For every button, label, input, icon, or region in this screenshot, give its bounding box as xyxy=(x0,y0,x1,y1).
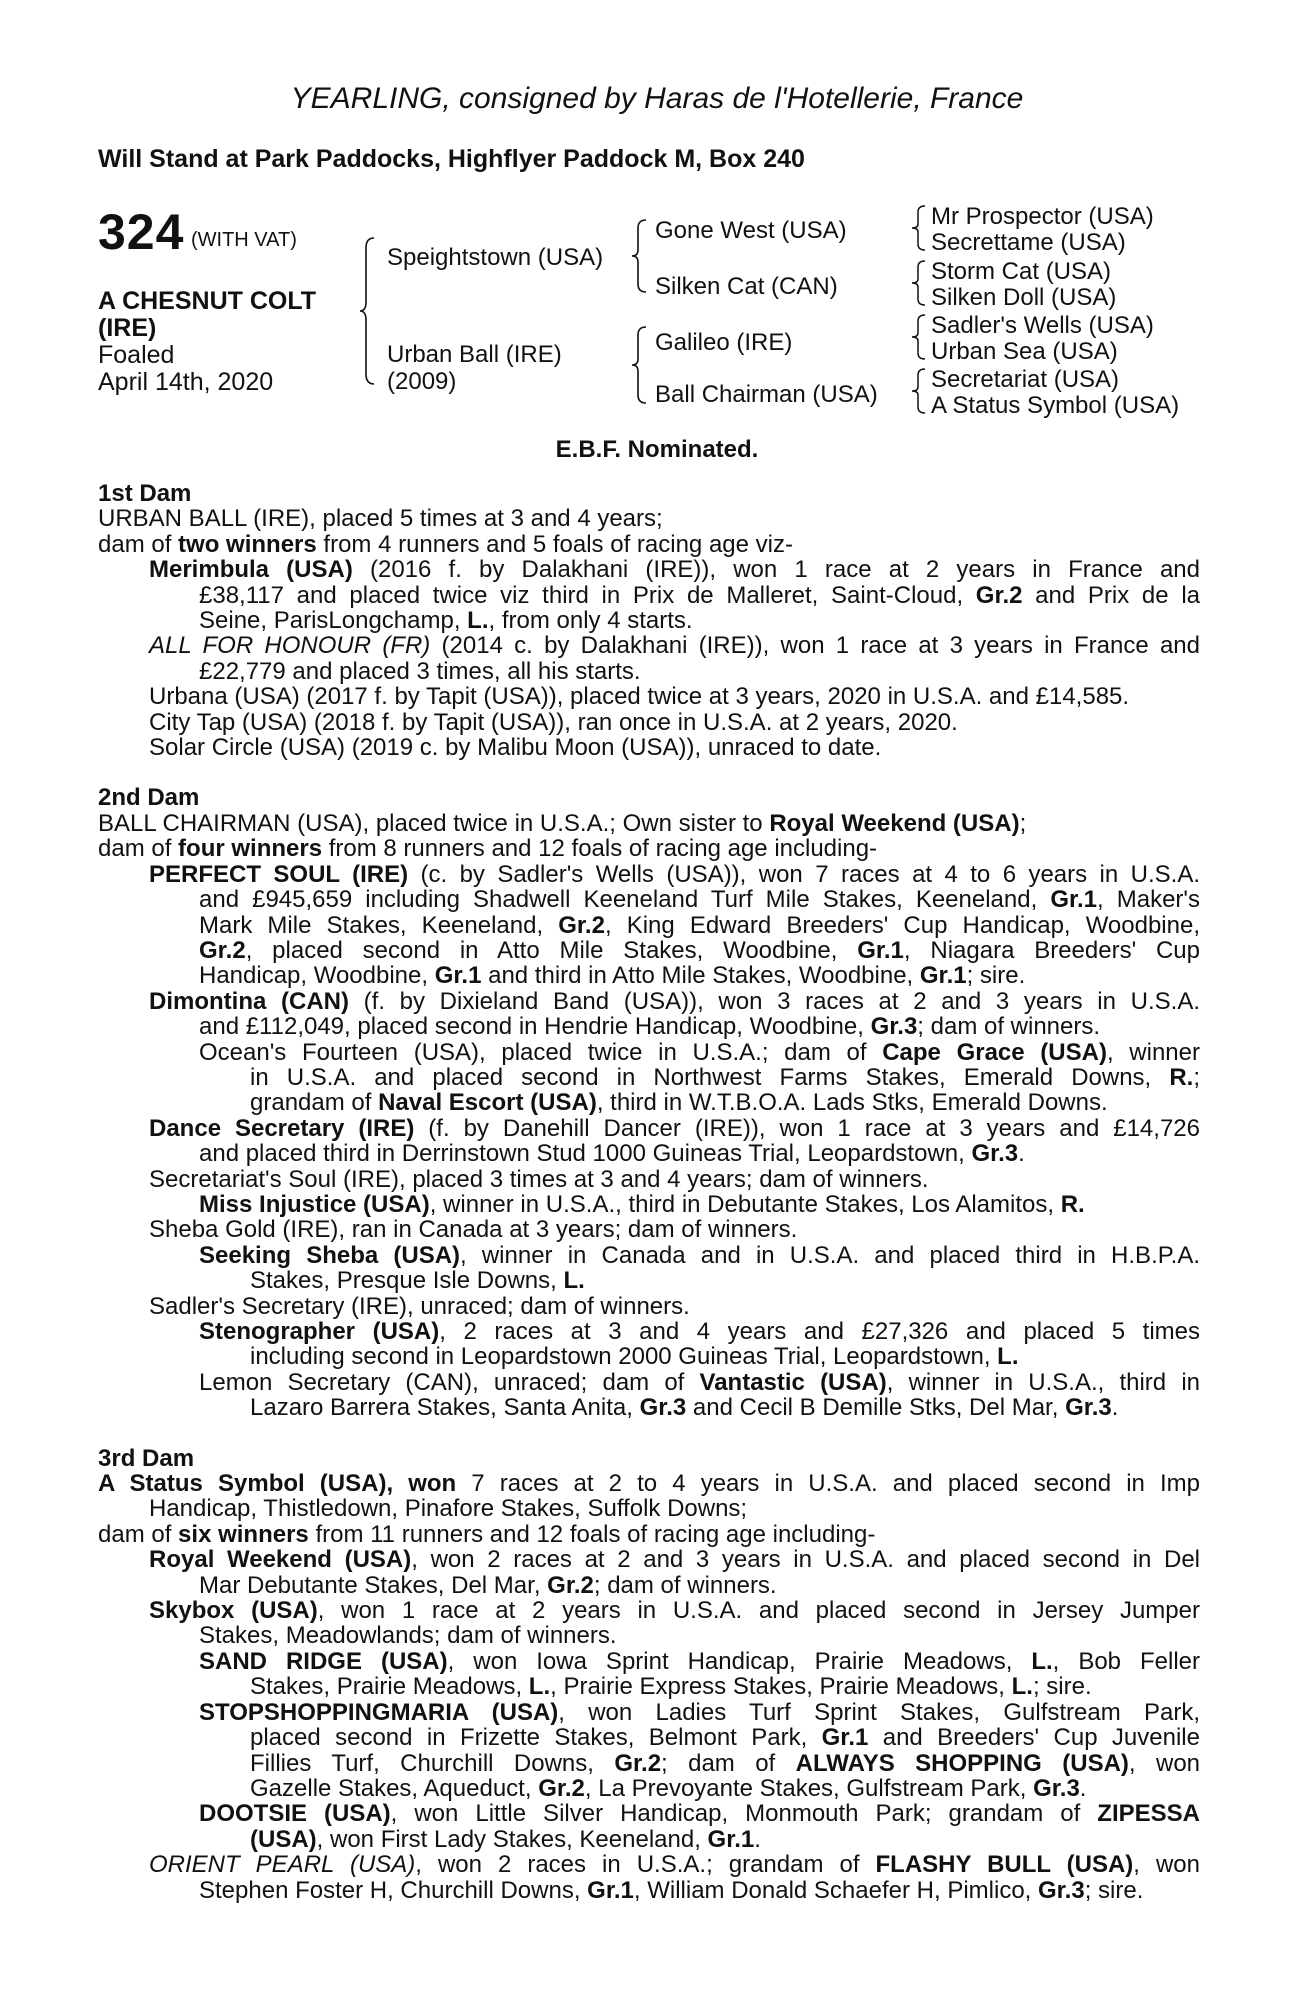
progeny-line: and placed third in Derrinstown Stud 1000 Guineas Trial, Leopardstown, Gr.3. xyxy=(199,1140,1025,1168)
foaled-date: April 14th, 2020 xyxy=(98,368,274,396)
lot-number: 324 xyxy=(98,204,185,260)
pedigree-gg4: Silken Doll (USA) xyxy=(931,284,1117,311)
progeny-line: placed second in Frizette Stakes, Belmont Park, Gr.1 and Breeders' Cup Juvenile xyxy=(250,1724,1200,1752)
progeny-line: including second in Leopardstown 2000 Guineas Trial, Leopardstown, L. xyxy=(250,1343,1019,1371)
progeny-line: Lemon Secretary (CAN), unraced; dam of Vantastic (USA), winner in U.S.A., third in xyxy=(199,1368,1200,1396)
page-title: YEARLING, consigned by Haras de l'Hotellerie, France xyxy=(290,82,1024,115)
progeny-line: SAND RIDGE (USA), won Iowa Sprint Handicap, Prairie Meadows, L., Bob Feller xyxy=(199,1647,1201,1675)
pedigree-dam: Urban Ball (IRE) xyxy=(387,341,562,368)
third-dam-line: A Status Symbol (USA), won 7 races at 2 to 4 years in U.S.A. and placed second in Imp xyxy=(98,1470,1200,1498)
second-dam-line: BALL CHAIRMAN (USA), placed twice in U.S.A.; Own sister to Royal Weekend (USA); xyxy=(98,809,1027,837)
progeny-line: Gr.2, placed second in Atto Mile Stakes, Woodbine, Gr.1, Niagara Breeders' Cup xyxy=(199,936,1200,964)
pedigree-brace-dam xyxy=(632,325,650,405)
progeny-line: Seeking Sheba (USA), winner in Canada and in U.S.A. and placed third in H.B.P.A. xyxy=(199,1241,1200,1269)
progeny-line: £22,779 and placed 3 times, all his starts. xyxy=(199,657,641,685)
pedigree-gg7: Secretariat (USA) xyxy=(931,366,1120,393)
first-dam-line: URBAN BALL (IRE), placed 5 times at 3 and 4 years; xyxy=(98,505,663,533)
pedigree-gg6: Urban Sea (USA) xyxy=(931,338,1118,365)
progeny-line: and £945,659 including Shadwell Keeneland Turf Mile Stakes, Keeneland, Gr.1, Maker's xyxy=(199,886,1200,914)
progeny-line: (USA), won First Lady Stakes, Keeneland, Gr.1. xyxy=(250,1825,761,1853)
pedigree-notes xyxy=(98,481,1200,1903)
progeny-line: Stakes, Prairie Meadows, L., Prairie Express Stakes, Prairie Meadows, L.; sire. xyxy=(250,1673,1092,1701)
second-dam-heading: 2nd Dam xyxy=(98,784,200,812)
progeny-line: PERFECT SOUL (IRE) (c. by Sadler's Wells (USA)), won 7 races at 4 to 6 years in U.S.A. xyxy=(149,860,1201,888)
progeny-line: Royal Weekend (USA), won 2 races at 2 and 3 years in U.S.A. and placed second in Del xyxy=(149,1546,1201,1574)
progeny-line: grandam of Naval Escort (USA), third in W.T.B.O.A. Lads Stks, Emerald Downs. xyxy=(250,1089,1108,1117)
progeny-line: Dance Secretary (IRE) (f. by Danehill Dancer (IRE)), won 1 race at 3 years and £14,726 xyxy=(149,1114,1200,1142)
pedigree-brace-g1 xyxy=(912,204,928,252)
pedigree-gg1: Mr Prospector (USA) xyxy=(931,203,1154,230)
progeny-line: DOOTSIE (USA), won Little Silver Handicap, Monmouth Park; grandam of ZIPESSA xyxy=(199,1800,1200,1828)
pedigree-dam-sire: Galileo (IRE) xyxy=(655,329,793,356)
progeny-line: Skybox (USA), won 1 race at 2 years in U.S.A. and placed second in Jersey Jumper xyxy=(149,1597,1200,1625)
progeny-line: Fillies Turf, Churchill Downs, Gr.2; dam of ALWAYS SHOPPING (USA), won xyxy=(250,1749,1201,1777)
progeny-line: and £112,049, placed second in Hendrie Handicap, Woodbine, Gr.3; dam of winners. xyxy=(199,1013,1101,1041)
pedigree-brace-main xyxy=(360,236,380,386)
third-dam-line: dam of six winners from 11 runners and 12 foals of racing age including- xyxy=(98,1520,876,1548)
progeny-line: STOPSHOPPINGMARIA (USA), won Ladies Turf Sprint Stakes, Gulfstream Park, xyxy=(199,1698,1200,1726)
progeny-line: ORIENT PEARL (USA), won 2 races in U.S.A.; grandam of FLASHY BULL (USA), won xyxy=(149,1851,1200,1879)
colt-description: A CHESNUT COLT xyxy=(98,287,317,315)
progeny-line: Mark Mile Stakes, Keeneland, Gr.2, King Edward Breeders' Cup Handicap, Woodbine, xyxy=(199,911,1200,939)
vat-note: (WITH VAT) xyxy=(191,229,297,251)
progeny-line: City Tap (USA) (2018 f. by Tapit (USA)), ran once in U.S.A. at 2 years, 2020. xyxy=(149,708,958,736)
progeny-line: ALL FOR HONOUR (FR) (2014 c. by Dalakhani (IRE)), won 1 race at 3 years in France and xyxy=(149,632,1200,660)
progeny-line: Seine, ParisLongchamp, L., from only 4 starts. xyxy=(199,607,693,635)
stand-location: Will Stand at Park Paddocks, Highflyer Paddock M, Box 240 xyxy=(98,145,805,173)
progeny-line: Secretariat's Soul (IRE), placed 3 times at 3 and 4 years; dam of winners. xyxy=(149,1165,929,1193)
progeny-line: Merimbula (USA) (2016 f. by Dalakhani (IRE)), won 1 race at 2 years in France and xyxy=(149,556,1200,584)
third-dam-heading: 3rd Dam xyxy=(98,1444,195,1472)
progeny-line: Sadler's Secretary (IRE), unraced; dam of winners. xyxy=(149,1292,690,1320)
progeny-line: Gazelle Stakes, Aqueduct, Gr.2, La Prevoyante Stakes, Gulfstream Park, Gr.3. xyxy=(250,1774,1087,1802)
pedigree-dam-year: (2009) xyxy=(387,368,457,395)
progeny-line: Stephen Foster H, Churchill Downs, Gr.1, William Donald Schaefer H, Pimlico, Gr.3; sire. xyxy=(199,1876,1144,1904)
pedigree-brace-g2 xyxy=(912,259,928,307)
progeny-line: Stakes, Presque Isle Downs, L. xyxy=(250,1267,585,1295)
pedigree-dam-dam: Ball Chairman (USA) xyxy=(655,381,878,408)
progeny-line: Mar Debutante Stakes, Del Mar, Gr.2; dam of winners. xyxy=(199,1571,777,1599)
second-dam-line: dam of four winners from 8 runners and 12 foals of racing age including- xyxy=(98,835,878,863)
first-dam-heading: 1st Dam xyxy=(98,480,192,507)
ebf-nomination: E.B.F. Nominated. xyxy=(555,436,759,463)
progeny-line: in U.S.A. and placed second in Northwest Farms Stakes, Emerald Downs, R.; xyxy=(250,1063,1200,1091)
pedigree-brace-g3 xyxy=(912,313,928,361)
progeny-line: Solar Circle (USA) (2019 c. by Malibu Moon (USA)), unraced to date. xyxy=(149,734,882,762)
pedigree-gg2: Secrettame (USA) xyxy=(931,229,1126,256)
pedigree-brace-sire xyxy=(632,218,650,294)
pedigree-gg8: A Status Symbol (USA) xyxy=(931,392,1180,419)
pedigree-sire-dam: Silken Cat (CAN) xyxy=(655,273,838,300)
colt-origin: (IRE) xyxy=(98,314,157,342)
pedigree-brace-g4 xyxy=(912,367,928,415)
pedigree-gg3: Storm Cat (USA) xyxy=(931,258,1112,285)
third-dam-line: Handicap, Thistledown, Pinafore Stakes, Suffolk Downs; xyxy=(149,1495,748,1523)
progeny-line: Lazaro Barrera Stakes, Santa Anita, Gr.3 and Cecil B Demille Stks, Del Mar, Gr.3. xyxy=(250,1394,1119,1422)
pedigree-sire: Speightstown (USA) xyxy=(387,244,604,271)
progeny-line: Ocean's Fourteen (USA), placed twice in U.S.A.; dam of Cape Grace (USA), winner xyxy=(199,1038,1200,1066)
progeny-line: Miss Injustice (USA), winner in U.S.A., third in Debutante Stakes, Los Alamitos, R. xyxy=(199,1190,1085,1218)
progeny-line: Sheba Gold (IRE), ran in Canada at 3 years; dam of winners. xyxy=(149,1216,798,1244)
pedigree-sire-sire: Gone West (USA) xyxy=(655,217,847,244)
progeny-line: Stakes, Meadowlands; dam of winners. xyxy=(199,1622,617,1650)
progeny-line: Dimontina (CAN) (f. by Dixieland Band (USA)), won 3 races at 2 and 3 years in U.S.A. xyxy=(149,987,1200,1015)
first-dam-line: dam of two winners from 4 runners and 5 foals of racing age viz- xyxy=(98,530,793,558)
pedigree-gg5: Sadler's Wells (USA) xyxy=(931,312,1154,339)
progeny-line: Stenographer (USA), 2 races at 3 and 4 years and £27,326 and placed 5 times xyxy=(199,1318,1200,1345)
foaled-label: Foaled xyxy=(98,341,175,369)
progeny-line: Urbana (USA) (2017 f. by Tapit (USA)), placed twice at 3 years, 2020 in U.S.A. and £14,585. xyxy=(149,683,1130,711)
progeny-line: £38,117 and placed twice viz third in Prix de Malleret, Saint-Cloud, Gr.2 and Prix de la xyxy=(199,581,1200,609)
progeny-line: Handicap, Woodbine, Gr.1 and third in Atto Mile Stakes, Woodbine, Gr.1; sire. xyxy=(199,962,1026,990)
